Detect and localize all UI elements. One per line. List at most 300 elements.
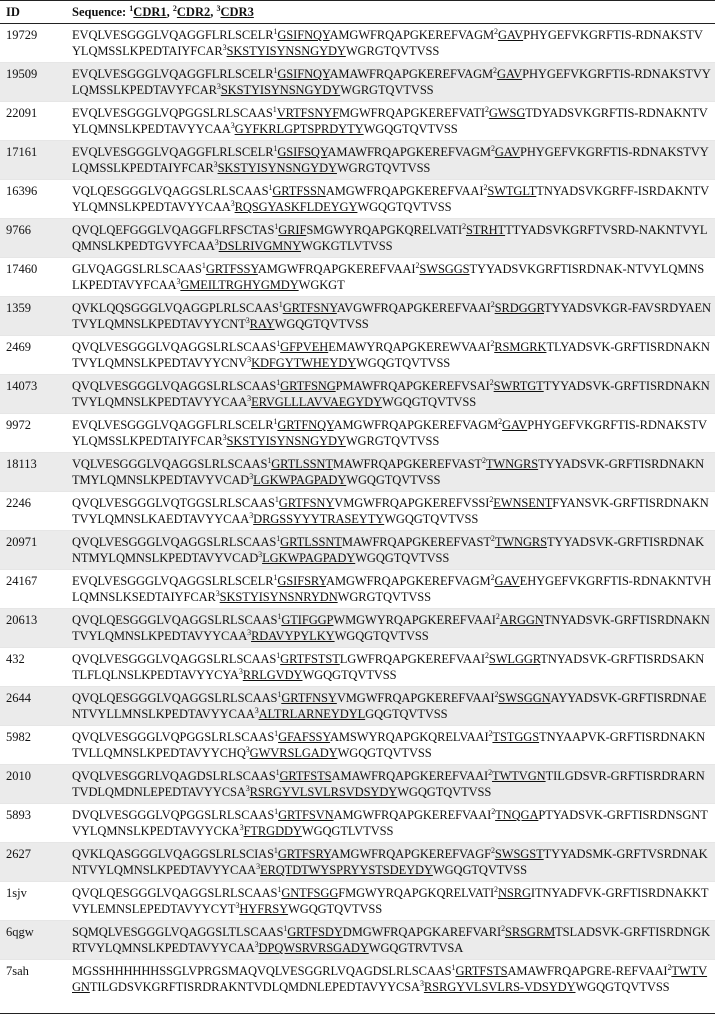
framework-3: TDYADSVKGRFTIS-RDNAKNTVYLQMNSLKPEDTAVYYCAA bbox=[72, 106, 708, 136]
cdr2-segment: SRDGGR bbox=[494, 301, 545, 315]
cdr2-segment: SWLGGR bbox=[488, 652, 541, 666]
cdr3-segment: DRGSSYYYTRASEYTY bbox=[253, 512, 385, 526]
framework-3: TNYADSVK-GRFTISRDNAKNTVYLQMNSLKPEDTAVYYCAA bbox=[72, 613, 710, 643]
cdr2-superscript: 2 bbox=[172, 3, 177, 13]
table-row bbox=[0, 570, 715, 609]
framework-4: GQGTQVTVSS bbox=[365, 707, 448, 721]
row-sequence bbox=[66, 531, 715, 570]
row-sequence bbox=[66, 804, 715, 843]
table-row bbox=[0, 180, 715, 219]
framework-2: AVGWFRQAPGKEREFVAAI bbox=[336, 301, 491, 315]
cdr1-segment: GRTFSNG bbox=[280, 379, 336, 393]
framework-3: PHYGEFVKGRFTIS-RDNAKSTVYLQMSSLKPEDTAIYFCAR bbox=[72, 418, 707, 448]
cdr1-marker: 1 bbox=[273, 65, 278, 75]
framework-1: EVQLVESGGGLVQAGGFLRLSCELR bbox=[72, 28, 274, 42]
cdr3-segment: RAY bbox=[249, 317, 275, 331]
framework-3: TYYADSVK-GRFTISRDNAKNTMYLQMNSLKPEDTAVYVCAD bbox=[72, 457, 705, 487]
framework-2: EMAWYRQAPGKEREWVAAI bbox=[328, 340, 491, 354]
framework-1: EVQLVESGGGLVQAGGFLRLSCELR bbox=[72, 67, 274, 81]
cdr2-marker: 2 bbox=[498, 416, 503, 426]
cdr2-segment: TWTVGN bbox=[72, 964, 708, 994]
row-id: 17460 bbox=[0, 258, 66, 297]
framework-4: WGKGT bbox=[298, 278, 345, 292]
sequence-header-prefix: Sequence: bbox=[72, 4, 130, 19]
framework-3: TILGDSVKGRFTISRDRAKNTVDLQMDNLEPEDTAVYYCSA bbox=[89, 980, 420, 994]
framework-3: PHYGEFVKGRFTIS-RDNAKSTVYLQMSSLKPEDTAIYFCAR bbox=[72, 145, 709, 175]
cdr2-segment: TWTVGN bbox=[492, 769, 546, 783]
cdr1-segment: GRTFSNY bbox=[278, 496, 335, 510]
framework-4: WGQGTQVTVSS bbox=[355, 551, 450, 565]
cdr3-segment: GWVRSLGADY bbox=[249, 746, 338, 760]
framework-1: QVQLQESGGGLVQAGGSLRLSCAAS bbox=[72, 886, 278, 900]
row-sequence bbox=[66, 24, 715, 63]
cdr1-marker: 1 bbox=[274, 221, 279, 231]
cdr3-marker: 3 bbox=[238, 666, 243, 676]
framework-2: MGWFRQAPGKEREFVATI bbox=[339, 106, 485, 120]
framework-1: QVQLQESGGGLVQAGGSLRLSCAAS bbox=[72, 613, 278, 627]
framework-3: PHYGEFVKGRFTIS-RDNAKSTVYLQMSSLKPEDTAIYFCAR bbox=[72, 28, 703, 58]
row-sequence bbox=[66, 960, 715, 1014]
cdr2-marker: 2 bbox=[494, 26, 498, 36]
cdr1-marker: 1 bbox=[275, 767, 280, 777]
row-id: 19509 bbox=[0, 63, 66, 102]
cdr3-marker: 3 bbox=[254, 705, 259, 715]
cdr1-marker: 1 bbox=[276, 533, 281, 543]
cdr3-superscript: 3 bbox=[216, 3, 221, 13]
framework-1: VQLVESGGGLVQAGGSLRLSCAAS bbox=[72, 457, 268, 471]
row-sequence bbox=[66, 453, 715, 492]
cdr1-marker: 1 bbox=[274, 806, 279, 816]
cdr3-segment: DPQWSRVRSGADY bbox=[258, 941, 369, 955]
framework-3: TYYADSVKGR-FAVSRDYAENTVYLQMNSLKPEDTAVYYCNT bbox=[72, 301, 711, 331]
row-sequence bbox=[66, 492, 715, 531]
cdr2-marker: 2 bbox=[494, 884, 498, 894]
cdr2-segment: SWSGGS bbox=[419, 262, 470, 276]
row-sequence bbox=[66, 648, 715, 687]
row-sequence bbox=[66, 297, 715, 336]
framework-4: WGRGTQVTVSS bbox=[345, 44, 440, 58]
row-id: 5982 bbox=[0, 726, 66, 765]
row-id: 1359 bbox=[0, 297, 66, 336]
cdr1-marker: 1 bbox=[273, 143, 278, 153]
framework-2: AMGWFRQAPGKEREFVAGM bbox=[333, 418, 499, 432]
cdr2-segment: SWSGGN bbox=[498, 691, 551, 705]
cdr2-segment: SWSGST bbox=[494, 847, 544, 861]
cdr2-marker: 2 bbox=[484, 650, 489, 660]
cdr2-marker: 2 bbox=[483, 182, 488, 192]
cdr3-marker: 3 bbox=[247, 393, 252, 403]
framework-3: TSLADSVK-GRFTISRDNGKRTVYLQMNSLKPEDTAVYYCAA bbox=[72, 925, 711, 955]
table-row bbox=[0, 414, 715, 453]
cdr1-superscript: 1 bbox=[129, 3, 134, 13]
row-sequence bbox=[66, 414, 715, 453]
cdr1-segment: GSIFNQY bbox=[277, 28, 330, 42]
cdr3-segment: SKSTYISYNSNGYDY bbox=[217, 161, 337, 175]
cdr1-marker: 1 bbox=[267, 455, 272, 465]
row-sequence bbox=[66, 336, 715, 375]
row-id: 17161 bbox=[0, 141, 66, 180]
row-sequence bbox=[66, 375, 715, 414]
row-id: 1sjv bbox=[0, 882, 66, 921]
table-row bbox=[0, 687, 715, 726]
framework-1: QVQLVESGGGLVQPGGSLRLSCAAS bbox=[72, 730, 275, 744]
cdr2-segment: NSRG bbox=[497, 886, 531, 900]
id-column-header: ID bbox=[0, 1, 66, 24]
framework-3: TNYADSVKGRFF-ISRDAKNTVYLQMNSLKPEDTAVYYCAA bbox=[72, 184, 710, 214]
framework-3: PHYGEFVKGRFTIS-RDNAKSTVYLQMSSLKPEDTAVYFCAR bbox=[72, 67, 711, 97]
framework-2: SMGWYRQAPGKQRELVATI bbox=[306, 223, 463, 237]
framework-4: WGQGTRVTVSA bbox=[368, 941, 464, 955]
framework-2: AMAWFRQAPGKEREFVAAI bbox=[331, 769, 489, 783]
framework-1: EVQLVESGGGLVQPGGSLRLSCAAS bbox=[72, 106, 273, 120]
row-id: 19729 bbox=[0, 24, 66, 63]
framework-4: WGKGTLVTVSS bbox=[301, 239, 393, 253]
cdr2-marker: 2 bbox=[495, 611, 500, 621]
framework-4: WGQGTQVTVSS bbox=[288, 902, 383, 916]
framework-1: QVKLQASGGGLVQAGGSLRLSCIAS bbox=[72, 847, 274, 861]
framework-2: LGWFRQAPGKEREFVAAI bbox=[339, 652, 485, 666]
table-row bbox=[0, 102, 715, 141]
row-id: 7sah bbox=[0, 960, 66, 1014]
cdr3-marker: 3 bbox=[247, 627, 252, 637]
row-id: 2644 bbox=[0, 687, 66, 726]
cdr3-marker: 3 bbox=[245, 744, 250, 754]
framework-4: WGQGTQVTVSS bbox=[346, 473, 441, 487]
table-row bbox=[0, 141, 715, 180]
framework-4: WGRGTQVTVSS bbox=[340, 83, 434, 97]
row-id: 18113 bbox=[0, 453, 66, 492]
framework-2: VMGWFRQAPGKEREFVAAI bbox=[336, 691, 495, 705]
framework-3: TYYADSVKGRFTISRDNAK-NTVYLQMNSLKPEDTAVYFCAA bbox=[72, 262, 705, 292]
row-sequence bbox=[66, 882, 715, 921]
cdr1-segment: GRTFNQY bbox=[277, 418, 334, 432]
framework-1: VQLQESGGGLVQAGGSLRLSCAAS bbox=[72, 184, 269, 198]
framework-3: TNYAAPVK-GRFTISRDNAKNTVLLQMNSLKPEDTAVYYCHQ bbox=[72, 730, 706, 760]
cdr1-marker: 1 bbox=[273, 416, 278, 426]
cdr1-segment: GRIF bbox=[278, 223, 307, 237]
framework-2: DMGWFRQAPGKAREFVARI bbox=[342, 925, 502, 939]
cdr2-marker: 2 bbox=[462, 221, 466, 231]
cdr3-marker: 3 bbox=[247, 354, 252, 364]
row-sequence bbox=[66, 843, 715, 882]
framework-2: AMGWFRQAPGKEREFVAAI bbox=[325, 184, 484, 198]
cdr1-marker: 1 bbox=[201, 260, 206, 270]
framework-4: WGQGTQVTVSS bbox=[302, 668, 397, 682]
cdr2-segment: TSTGGS bbox=[492, 730, 540, 744]
cdr1-marker: 1 bbox=[278, 299, 283, 309]
cdr2-segment: GAV bbox=[496, 67, 523, 81]
table-row bbox=[0, 804, 715, 843]
framework-3: TILGDSVR-GRFTISRDRARNTVDLQMDNLEPEDTAVYYCSA bbox=[72, 769, 705, 799]
table-row bbox=[0, 219, 715, 258]
framework-1: QVQLVESGGGLVQTGGSLRLSCAAS bbox=[72, 496, 275, 510]
row-id: 432 bbox=[0, 648, 66, 687]
framework-3: TYYADSMK-GRFTVSRDNAKNTVYLQMNSLKPEDTAVYYCAA bbox=[72, 847, 708, 877]
cdr2-segment: RSMGRK bbox=[494, 340, 547, 354]
cdr2-marker: 2 bbox=[484, 104, 489, 114]
cdr2-marker: 2 bbox=[501, 923, 505, 933]
framework-3: TNYADSVK-GRFTISRDSAKNTLFLQLNSLKPEDTAVYYCYA bbox=[72, 652, 705, 682]
cdr2-marker: 2 bbox=[490, 338, 495, 348]
row-sequence bbox=[66, 921, 715, 960]
row-id: 2627 bbox=[0, 843, 66, 882]
row-sequence bbox=[66, 141, 715, 180]
framework-3: TTYADSVKGRFTVSRD-NAKNTVYLQMNSLKPEDTGVYFCAA bbox=[72, 223, 708, 253]
cdr2-segment: SRSGRM bbox=[504, 925, 556, 939]
cdr1-marker: 1 bbox=[276, 377, 281, 387]
cdr1-segment: GRTFSTST bbox=[280, 652, 340, 666]
cdr2-marker: 2 bbox=[491, 806, 496, 816]
cdr1-marker: 1 bbox=[283, 923, 288, 933]
cdr3-segment: SKSTYISYNSNGYDY bbox=[226, 434, 346, 448]
cdr1-segment: GFAFSSY bbox=[278, 730, 330, 744]
row-sequence bbox=[66, 63, 715, 102]
cdr1-segment: GRTFSTS bbox=[279, 769, 332, 783]
row-sequence bbox=[66, 180, 715, 219]
cdr1-segment: VRTFSNYF bbox=[276, 106, 340, 120]
cdr3-segment: RDAVYPYLKY bbox=[251, 629, 335, 643]
framework-1: QVQLVESGGGLVQAGGSLRLSCAAS bbox=[72, 340, 277, 354]
table-row bbox=[0, 960, 715, 1014]
framework-4: WGRGTQVTVSS bbox=[336, 161, 431, 175]
cdr2-marker: 2 bbox=[667, 962, 672, 972]
cdr2-marker: 2 bbox=[415, 260, 420, 270]
framework-2: MAWFRQAPGKEREFVAST bbox=[341, 535, 491, 549]
cdr3-segment: ERQTDTWYSPRYYSTSDEYDY bbox=[259, 863, 433, 877]
cdr3-marker: 3 bbox=[176, 276, 181, 286]
cdr2-segment: TWNGRS bbox=[485, 457, 539, 471]
framework-1: EVQLVESGGGLVQAGGFLRLSCELR bbox=[72, 145, 274, 159]
framework-1: GLVQAGGSLRLSCAAS bbox=[72, 262, 202, 276]
framework-1: MGSSHHHHHHSSGLVPRGSMAQVQLVESGGRLVQAGDSLRLSCAAS bbox=[72, 964, 452, 978]
row-id: 6qgw bbox=[0, 921, 66, 960]
cdr2-segment: GAV bbox=[494, 574, 520, 588]
framework-2: AMGWFRQAPGKEREFVAGF bbox=[330, 847, 491, 861]
row-sequence bbox=[66, 219, 715, 258]
row-id: 2469 bbox=[0, 336, 66, 375]
cdr2-marker: 2 bbox=[490, 299, 495, 309]
cdr2-segment: GAV bbox=[502, 418, 528, 432]
cdr1-segment: GTIFGGP bbox=[281, 613, 334, 627]
row-sequence bbox=[66, 765, 715, 804]
table-row bbox=[0, 648, 715, 687]
row-sequence bbox=[66, 570, 715, 609]
cdr1-segment: GRTLSSNT bbox=[280, 535, 342, 549]
cdr3-marker: 3 bbox=[230, 198, 235, 208]
table-row bbox=[0, 882, 715, 921]
table-row bbox=[0, 531, 715, 570]
framework-4: WGQGTQVTVSS bbox=[357, 200, 452, 214]
framework-2: WMGWYRQAPGKEREFVAAI bbox=[333, 613, 496, 627]
cdr2-segment: STRHT bbox=[466, 223, 506, 237]
cdr3-marker: 3 bbox=[254, 939, 259, 949]
cdr1-segment: GRTLSSNT bbox=[271, 457, 333, 471]
table-row bbox=[0, 24, 715, 63]
cdr2-marker: 2 bbox=[489, 377, 494, 387]
row-sequence bbox=[66, 258, 715, 297]
cdr2-marker: 2 bbox=[490, 845, 495, 855]
table-row bbox=[0, 375, 715, 414]
cdr3-segment: RRLGVDY bbox=[242, 668, 303, 682]
framework-2: AMGWFRQAPGKEREFVAGM bbox=[326, 574, 491, 588]
framework-1: QVQLVESGGGLVQAGGSLRLSCAAS bbox=[72, 379, 277, 393]
cdr3-marker: 3 bbox=[235, 900, 240, 910]
cdr3-marker: 3 bbox=[245, 783, 250, 793]
row-id: 2246 bbox=[0, 492, 66, 531]
header-separator: , bbox=[210, 4, 217, 19]
framework-3: TYYADSVK-GRFTISRDNAKNTMYLQMNSLKPEDTAVYVCAD bbox=[72, 535, 705, 565]
framework-4: WGQGTQVTVSS bbox=[382, 395, 477, 409]
cdr3-segment: RSRGYVLSVLRSVDSYDY bbox=[249, 785, 398, 799]
framework-4: WGQGTQVTVSS bbox=[432, 863, 527, 877]
cdr3-marker: 3 bbox=[230, 120, 235, 130]
cdr2-marker: 2 bbox=[493, 65, 497, 75]
cdr3-segment: LGKWPAGPADY bbox=[262, 551, 356, 565]
cdr1-marker: 1 bbox=[276, 338, 281, 348]
framework-2: MAWFRQAPGKEREFVAST bbox=[332, 457, 482, 471]
row-id: 2010 bbox=[0, 765, 66, 804]
framework-3: FYANSVK-GRFTISRDNAKNTVYLQMNSLKAEDTAVYYCAA bbox=[72, 496, 709, 526]
framework-4: WGQGTQVTVSS bbox=[397, 785, 492, 799]
cdr3-segment: KDFGYTWHEYDY bbox=[251, 356, 357, 370]
cdr3-marker: 3 bbox=[216, 81, 221, 91]
cdr3-header: CDR3 bbox=[220, 4, 254, 19]
row-id: 20971 bbox=[0, 531, 66, 570]
cdr2-marker: 2 bbox=[488, 767, 493, 777]
cdr1-marker: 1 bbox=[277, 611, 282, 621]
framework-1: QVQLVESGGGLVQAGGSLRLSCAAS bbox=[72, 652, 277, 666]
cdr3-marker: 3 bbox=[222, 42, 227, 52]
table-row bbox=[0, 765, 715, 804]
table-row bbox=[0, 921, 715, 960]
cdr1-marker: 1 bbox=[277, 689, 282, 699]
table-header-row bbox=[0, 1, 715, 24]
framework-3: TYYADSVK-GRFTISRDNAKNTVYLQMNSLKPEDTAVYYCAA bbox=[72, 379, 710, 409]
framework-2: VMGWFRQAPGKEREFVSSI bbox=[334, 496, 490, 510]
framework-4: WGQGTQVTVSS bbox=[356, 356, 451, 370]
framework-4: WGQGTQVTVSS bbox=[337, 746, 432, 760]
cdr1-segment: GRTFSNY bbox=[282, 301, 337, 315]
row-id: 24167 bbox=[0, 570, 66, 609]
framework-3: TLYADSVK-GRFTISRDNAKNTVYLQMNSLKPEDTAVYYCNV bbox=[72, 340, 710, 370]
table-row bbox=[0, 297, 715, 336]
cdr2-segment: EWNSENT bbox=[493, 496, 553, 510]
cdr1-marker: 1 bbox=[273, 845, 278, 855]
cdr3-marker: 3 bbox=[249, 471, 254, 481]
row-sequence bbox=[66, 687, 715, 726]
cdr1-marker: 1 bbox=[268, 182, 273, 192]
framework-2: FMGWYRQAPGKQRELVATI bbox=[338, 886, 495, 900]
cdr3-marker: 3 bbox=[239, 822, 244, 832]
table-row bbox=[0, 492, 715, 531]
sequence-column-header bbox=[66, 1, 715, 24]
framework-2: AMGWFRQAPGKEREFVAGM bbox=[329, 28, 495, 42]
framework-1: QVQLVESGGRLVQAGDSLRLSCAAS bbox=[72, 769, 276, 783]
row-id: 20613 bbox=[0, 609, 66, 648]
cdr3-segment: HYFRSY bbox=[239, 902, 289, 916]
table-row bbox=[0, 726, 715, 765]
table-row bbox=[0, 63, 715, 102]
framework-4: WGRGTQVTVSS bbox=[345, 434, 440, 448]
cdr3-segment: RSRGYVLSVLRS-VDSYDY bbox=[423, 980, 576, 994]
framework-1: QVQLQEFGGGLVQAGGFLRFSCTAS bbox=[72, 223, 275, 237]
framework-1: QVKLQQSGGGLVQAGGPLRLSCAAS bbox=[72, 301, 279, 315]
cdr2-marker: 2 bbox=[488, 728, 493, 738]
cdr3-segment: LGKWPAGPADY bbox=[253, 473, 347, 487]
framework-2: AMSWYRQAPGKQRELVAAI bbox=[329, 730, 489, 744]
cdr2-segment: TWNGRS bbox=[494, 535, 547, 549]
cdr3-marker: 3 bbox=[245, 315, 250, 325]
framework-2: AMAWFRQAPGKEREFVAGM bbox=[329, 67, 494, 81]
cdr1-segment: GRTFNSY bbox=[281, 691, 337, 705]
cdr1-marker: 1 bbox=[277, 884, 282, 894]
framework-3: ITNYADFVK-GRFTISRDNAKKTVYLEMNSLEPEDTAVYYCYT bbox=[72, 886, 709, 916]
cdr2-marker: 2 bbox=[490, 572, 495, 582]
table-row bbox=[0, 843, 715, 882]
cdr2-marker: 2 bbox=[490, 533, 495, 543]
framework-3: PTYADSVK-GRFTISRDNSGNTVYLQMNSLKPEDTAVYYCKA bbox=[72, 808, 708, 838]
cdr1-segment: GRTFSSY bbox=[205, 262, 258, 276]
cdr3-marker: 3 bbox=[256, 861, 260, 871]
cdr2-segment: GAV bbox=[497, 28, 524, 42]
framework-4: WGQGTQVTVSS bbox=[575, 980, 670, 994]
cdr3-marker: 3 bbox=[222, 432, 227, 442]
row-id: 22091 bbox=[0, 102, 66, 141]
framework-4: WGRGTQVTVSS bbox=[337, 590, 431, 604]
framework-2: AMAWFRQAPGRE-REFVAAI bbox=[507, 964, 668, 978]
framework-1: EVQLVESGGGLVQAGGSLRLSCELR bbox=[72, 574, 274, 588]
cdr1-segment: GSIFSRY bbox=[277, 574, 327, 588]
cdr3-segment: ERVGLLLAVVAEGYDY bbox=[251, 395, 383, 409]
framework-4: WGQGTQVTVSS bbox=[384, 512, 479, 526]
cdr3-marker: 3 bbox=[249, 510, 254, 520]
cdr3-marker: 3 bbox=[215, 588, 220, 598]
cdr3-marker: 3 bbox=[419, 978, 424, 988]
framework-4: WGQGTQVTVSS bbox=[274, 317, 369, 331]
framework-4: WGQGTLVTVSS bbox=[301, 824, 394, 838]
cdr3-marker: 3 bbox=[258, 549, 263, 559]
cdr2-segment: TNQGA bbox=[495, 808, 539, 822]
cdr3-marker: 3 bbox=[213, 159, 218, 169]
cdr1-marker: 1 bbox=[274, 728, 279, 738]
cdr1-segment: GFPVEH bbox=[280, 340, 329, 354]
row-id: 16396 bbox=[0, 180, 66, 219]
cdr2-marker: 2 bbox=[489, 494, 494, 504]
cdr2-segment: GAV bbox=[494, 145, 521, 159]
cdr1-segment: GRTFSVN bbox=[278, 808, 334, 822]
cdr3-marker: 3 bbox=[214, 237, 219, 247]
cdr1-header: CDR1 bbox=[133, 4, 167, 19]
cdr2-marker: 2 bbox=[494, 689, 499, 699]
cdr3-segment: SKSTYISYNSNGYDY bbox=[220, 83, 341, 97]
cdr3-segment: RQSGYASKFLDEYGY bbox=[234, 200, 358, 214]
cdr1-marker: 1 bbox=[273, 572, 278, 582]
framework-2: PMAWFRQAPGKEREFVSAI bbox=[335, 379, 490, 393]
framework-1: EVQLVESGGGLVQAGGFLRLSCELR bbox=[72, 418, 274, 432]
cdr1-marker: 1 bbox=[276, 650, 281, 660]
cdr1-segment: GSIFSQY bbox=[277, 145, 328, 159]
cdr1-marker: 1 bbox=[272, 104, 277, 114]
cdr1-segment: GRTFSTS bbox=[455, 964, 508, 978]
cdr2-segment: ARGGN bbox=[499, 613, 544, 627]
cdr1-marker: 1 bbox=[451, 962, 456, 972]
cdr3-segment: SKSTYISYNSNGYDY bbox=[226, 44, 346, 58]
cdr3-segment: DSLRIVGMNY bbox=[218, 239, 302, 253]
row-id: 9766 bbox=[0, 219, 66, 258]
framework-1: SQMQLVESGGGLVQAGGSLTLSCAAS bbox=[72, 925, 284, 939]
cdr2-segment: SWTGLT bbox=[487, 184, 537, 198]
header-separator: , bbox=[166, 4, 173, 19]
